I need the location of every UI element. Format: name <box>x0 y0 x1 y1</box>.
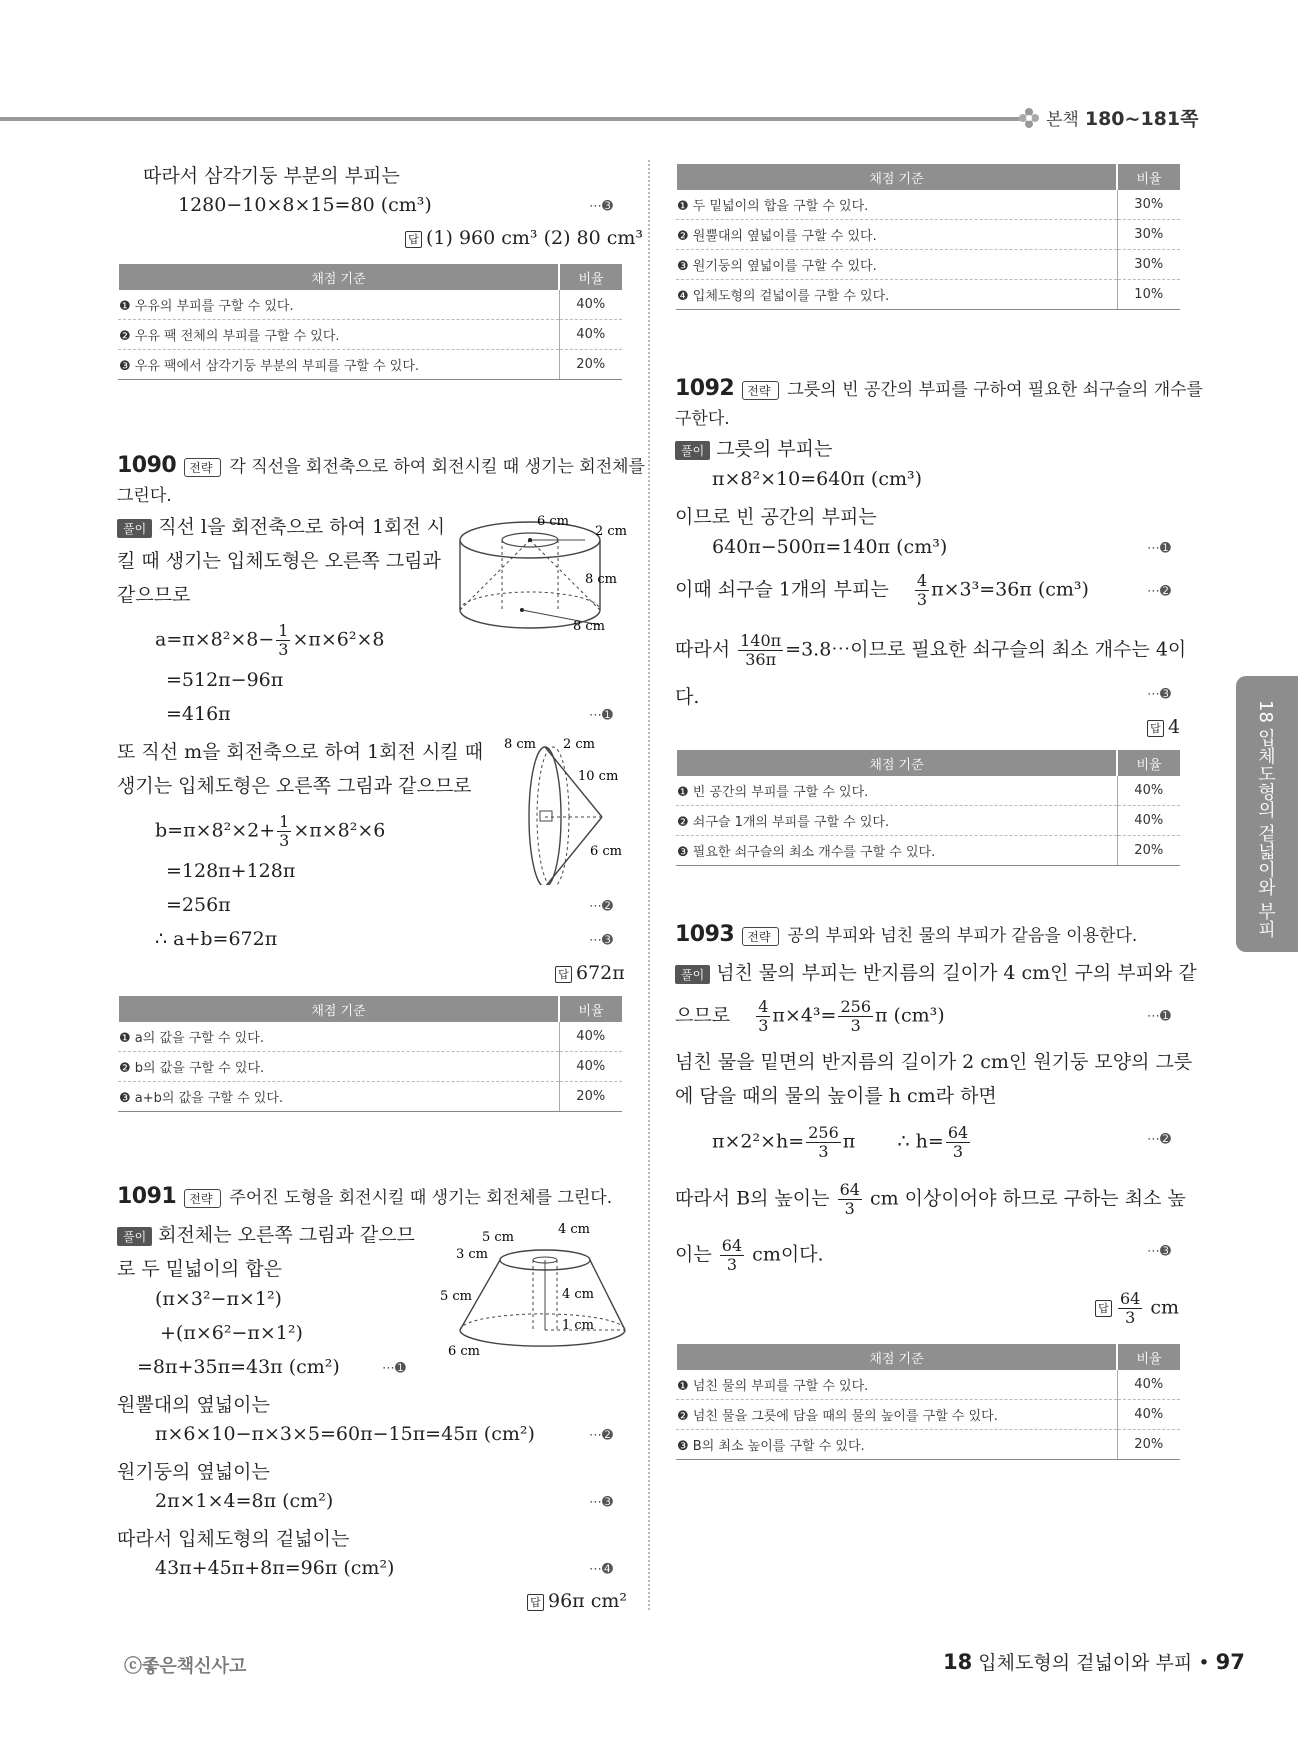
solution-text: 으므로 <box>675 1004 731 1027</box>
answer-mark-icon: 답 <box>1095 1300 1112 1317</box>
scoring-table-1093 <box>675 1344 1180 1460</box>
fraction <box>946 1124 970 1161</box>
ratio: 20% <box>559 350 622 380</box>
equation-b <box>155 813 385 850</box>
answer-mark-icon: 답 <box>527 1594 544 1611</box>
ratio: 30% <box>1117 190 1180 220</box>
ratio: 40% <box>559 1022 622 1052</box>
solution-line <box>117 1220 415 1247</box>
ratio: 20% <box>1117 1430 1180 1460</box>
numerator: 140π <box>740 631 782 650</box>
answer-1089 <box>405 227 643 249</box>
criterion: ❷ 우유 팩 전체의 부피를 구할 수 있다. <box>118 320 559 350</box>
solution-line <box>675 1181 1186 1218</box>
equation-line: 640π−500π=140π (cm³) <box>712 536 948 558</box>
fraction <box>1118 1290 1142 1327</box>
criterion: ❶ 두 밑넓이의 합을 구할 수 있다. <box>676 190 1117 220</box>
figure-cone-disc <box>500 735 630 885</box>
solution-line: 킬 때 생기는 입체도형은 오른쪽 그림과 <box>117 550 441 572</box>
criterion: ❹ 입체도형의 겉넓이를 구할 수 있다. <box>676 280 1117 310</box>
flower-icon <box>1018 107 1040 129</box>
answer-mark-icon: 답 <box>555 966 572 983</box>
problem-1092-heading <box>675 375 1203 401</box>
strategy-text: 주어진 도형을 회전시킬 때 생기는 회전체를 그린다. <box>229 1188 613 1208</box>
answer-mark-icon: 답 <box>405 231 422 248</box>
fig-label: 8 cm <box>504 737 537 752</box>
ratio-header: 비율 <box>1117 750 1180 776</box>
equation-line: =512π−96π <box>166 669 284 691</box>
footer-chapter-title: 입체도형의 겉넓이와 부피 <box>978 1652 1193 1674</box>
step-ref: ⋯➋ <box>1147 1132 1171 1147</box>
fraction <box>838 998 873 1035</box>
denominator: 3 <box>818 1142 829 1161</box>
footer-chapter-num: 18 <box>943 1650 973 1674</box>
solution-line <box>675 998 945 1035</box>
solution-line: 원기둥의 옆넓이는 <box>117 1461 270 1483</box>
answer-1091 <box>527 1590 627 1612</box>
problem-number: 1090 <box>117 453 177 478</box>
strategy-text: 그릇의 빈 공간의 부피를 구하여 필요한 쇠구슬의 개수를 <box>787 380 1203 400</box>
numerator: 4 <box>758 997 769 1016</box>
figure-frustum <box>440 1218 630 1358</box>
ratio: 40% <box>1117 1370 1180 1400</box>
answer-text: cm <box>1150 1296 1180 1319</box>
criterion: ❷ b의 값을 구할 수 있다. <box>118 1052 559 1082</box>
equation-line: =128π+128π <box>166 860 296 882</box>
eq-part: a=π×8²×8− <box>155 628 275 651</box>
numerator: 4 <box>916 571 928 590</box>
page-number: 97 <box>1215 1650 1245 1674</box>
strategy-continued: 구한다. <box>675 409 730 429</box>
numerator: 1 <box>279 812 290 831</box>
chapter-side-tab-label: 18 입체도형의 겉넓이와 부피 <box>1255 700 1276 939</box>
eq-part: π×3³=36π (cm³) <box>931 578 1089 601</box>
fig-label: 1 cm <box>562 1318 595 1333</box>
answer-1092 <box>1147 716 1180 738</box>
scoring-header: 채점 기준 <box>676 164 1117 190</box>
criterion: ❸ 우유 팩에서 삼각기둥 부분의 부피를 구할 수 있다. <box>118 350 559 380</box>
fraction <box>838 1181 862 1218</box>
equation-line: =8π+35π=43π (cm²) <box>137 1356 340 1378</box>
numerator: 64 <box>1120 1289 1141 1308</box>
solution-line <box>117 512 445 539</box>
equation-line: 2π×1×4=8π (cm²) <box>155 1490 334 1512</box>
scoring-table-1089 <box>117 264 622 380</box>
fig-label: 8 cm <box>573 619 606 634</box>
eq-part: π×2²×h= <box>712 1130 805 1153</box>
criterion: ❸ 원기둥의 옆넓이를 구할 수 있다. <box>676 250 1117 280</box>
solution-tag: 풀이 <box>675 441 710 460</box>
answer-mark-icon: 답 <box>1147 720 1164 737</box>
footer-separator: • <box>1198 1652 1210 1674</box>
solution-line <box>675 572 1089 609</box>
solution-text: 넘친 물의 부피는 반지름의 길이가 4 cm인 구의 부피와 같 <box>716 962 1197 984</box>
strategy-text: 각 직선을 회전축으로 하여 회전시킬 때 생기는 회전체를 <box>229 457 645 477</box>
equation-line: (π×3²−π×1²) <box>155 1288 282 1310</box>
fraction <box>806 1124 841 1161</box>
fraction <box>276 622 290 659</box>
solution-text: 따라서 <box>675 638 731 661</box>
strategy-tag: 전략 <box>184 458 221 477</box>
equation-line: 43π+45π+8π=96π (cm²) <box>155 1557 395 1579</box>
denominator: 3 <box>758 1016 769 1035</box>
eq-part: b=π×8²×2+ <box>155 819 276 842</box>
criterion: ❶ 빈 공간의 부피를 구할 수 있다. <box>676 776 1117 806</box>
scoring-table-1090 <box>117 996 622 1112</box>
denominator: 3 <box>1125 1308 1136 1327</box>
fig-label: 6 cm <box>590 844 623 859</box>
criterion: ❷ 원뿔대의 옆넓이를 구할 수 있다. <box>676 220 1117 250</box>
ratio: 20% <box>1117 836 1180 866</box>
criterion: ❸ a+b의 값을 구할 수 있다. <box>118 1082 559 1112</box>
numerator: 64 <box>721 1236 743 1255</box>
answer-text: (1) 960 cm³ (2) 80 cm³ <box>426 227 644 249</box>
step-ref: ⋯➌ <box>589 933 613 948</box>
step-ref: ⋯➋ <box>1147 584 1171 599</box>
left-line-1: 따라서 삼각기둥 부분의 부피는 <box>143 165 400 187</box>
solution-text: =3.8⋯이므로 필요한 쇠구슬의 최소 개수는 4이 <box>785 638 1187 661</box>
denominator: 3 <box>278 640 289 659</box>
fraction <box>277 813 291 850</box>
figure-hollow-cylinder <box>455 510 635 640</box>
header-rule <box>0 117 1020 121</box>
ratio: 40% <box>559 320 622 350</box>
ratio: 20% <box>559 1082 622 1112</box>
eq-part: ∴ h= <box>897 1130 944 1153</box>
strategy-text: 공의 부피와 넘친 물의 부피가 같음을 이용한다. <box>787 926 1138 946</box>
criterion: ❷ 쇠구슬 1개의 부피를 구할 수 있다. <box>676 806 1117 836</box>
fig-label: 5 cm <box>440 1289 473 1304</box>
denominator: 3 <box>850 1016 861 1035</box>
ratio: 10% <box>1117 280 1180 310</box>
step-ref: ⋯➌ <box>589 1495 613 1510</box>
numerator: 64 <box>947 1123 969 1142</box>
numerator: 64 <box>839 1180 860 1199</box>
solution-tag: 풀이 <box>675 965 710 984</box>
problem-1093-heading <box>675 921 1137 947</box>
solution-text: cm 이상이어야 하므로 구하는 최소 높 <box>869 1187 1186 1210</box>
criterion: ❸ B의 최소 높이를 구할 수 있다. <box>676 1430 1117 1460</box>
solution-line: 따라서 입체도형의 겉넓이는 <box>117 1528 350 1550</box>
solution-line <box>675 632 1186 669</box>
page-reference <box>1018 104 1198 131</box>
eq-part: π×4³= <box>772 1004 837 1027</box>
numerator: 1 <box>278 621 289 640</box>
step-ref: ⋯➊ <box>382 1361 406 1376</box>
criterion: ❶ 우유의 부피를 구할 수 있다. <box>118 290 559 320</box>
ratio: 40% <box>1117 806 1180 836</box>
scoring-header: 채점 기준 <box>118 264 559 290</box>
answer-1090 <box>555 962 625 984</box>
scoring-table-1091 <box>675 164 1180 310</box>
problem-1091-heading <box>117 1183 612 1209</box>
criterion: ❸ 필요한 쇠구슬의 최소 개수를 구할 수 있다. <box>676 836 1117 866</box>
fig-label: 4 cm <box>562 1287 595 1302</box>
eq-part: π <box>842 1130 856 1153</box>
solution-line: 에 담을 때의 물의 높이를 h cm라 하면 <box>675 1085 997 1107</box>
ratio: 30% <box>1117 220 1180 250</box>
fig-label: 3 cm <box>456 1247 489 1262</box>
equation-line <box>712 1124 972 1161</box>
step-ref: ⋯➋ <box>589 899 613 914</box>
ratio: 40% <box>1117 1400 1180 1430</box>
solution-line <box>675 958 1197 985</box>
fig-label: 10 cm <box>578 769 619 784</box>
problem-number: 1092 <box>675 376 735 401</box>
fig-label: 2 cm <box>595 524 628 539</box>
fraction <box>756 998 770 1035</box>
eq-part: ×π×8²×6 <box>293 819 386 842</box>
step-ref: ⋯➊ <box>1147 541 1171 556</box>
problem-1090-heading <box>117 452 645 478</box>
ratio: 40% <box>1117 776 1180 806</box>
numerator: 256 <box>808 1123 839 1142</box>
step-ref: ⋯➊ <box>589 708 613 723</box>
step-ref: ⋯➋ <box>589 1428 613 1443</box>
answer-text: 672π <box>576 962 625 984</box>
solution-line: 원뿔대의 옆넓이는 <box>117 1394 270 1416</box>
denominator: 3 <box>916 590 928 609</box>
strategy-tag: 전략 <box>184 1189 221 1208</box>
fig-label: 6 cm <box>448 1344 481 1358</box>
ratio: 40% <box>559 1052 622 1082</box>
step-ref: ⋯➊ <box>1147 1009 1171 1024</box>
step-ref: ⋯➌ <box>1147 1244 1171 1259</box>
eq-part: ×π×6²×8 <box>292 628 385 651</box>
answer-text: 4 <box>1168 716 1181 738</box>
strategy-tag: 전략 <box>742 381 779 400</box>
publisher-logo: ⓒ좋은책신사고 <box>124 1656 247 1677</box>
fig-label: 6 cm <box>537 514 570 529</box>
step-ref: ⋯➍ <box>589 1562 613 1577</box>
book-ref-pages: 180~181쪽 <box>1084 108 1199 130</box>
fig-label: 8 cm <box>585 572 618 587</box>
solution-line <box>675 1237 824 1274</box>
denominator: 3 <box>279 831 290 850</box>
denominator: 36π <box>745 650 777 669</box>
solution-text: 이는 <box>675 1243 712 1266</box>
fraction <box>915 572 929 609</box>
answer-1093 <box>1095 1290 1179 1327</box>
ratio: 30% <box>1117 250 1180 280</box>
ratio: 40% <box>559 290 622 320</box>
criterion: ❷ 넘친 물을 그릇에 담을 때의 물의 높이를 구할 수 있다. <box>676 1400 1117 1430</box>
equation-line: π×8²×10=640π (cm³) <box>712 468 923 490</box>
solution-text: 직선 l을 회전축으로 하여 1회전 시 <box>158 516 446 538</box>
strategy-tag: 전략 <box>742 927 779 946</box>
ratio-header: 비율 <box>1117 164 1180 190</box>
solution-line: 같으므로 <box>117 584 191 606</box>
left-eq-triangle: 1280−10×8×15=80 (cm³) <box>178 194 432 216</box>
ratio-header: 비율 <box>559 264 622 290</box>
solution-line <box>675 434 832 461</box>
solution-line: 넘친 물을 밑면의 반지름의 길이가 2 cm인 원기둥 모양의 그릇 <box>675 1051 1193 1073</box>
equation-line: π×6×10−π×3×5=60π−15π=45π (cm²) <box>155 1423 535 1445</box>
step-ref: ⋯➌ <box>589 199 613 214</box>
equation-line: +(π×6²−π×1²) <box>160 1322 303 1344</box>
fig-label: 5 cm <box>482 1230 515 1245</box>
solution-line: 또 직선 m을 회전축으로 하여 1회전 시킬 때 <box>117 741 484 763</box>
ratio-header: 비율 <box>1117 1344 1180 1370</box>
problem-number: 1093 <box>675 922 735 947</box>
criterion: ❶ 넘친 물의 부피를 구할 수 있다. <box>676 1370 1117 1400</box>
solution-line: 다. <box>675 686 700 708</box>
eq-part: π (cm³) <box>875 1004 945 1027</box>
solution-text: 회전체는 오른쪽 그림과 같으므 <box>158 1224 415 1246</box>
column-divider <box>648 160 650 1610</box>
equation-line: =416π <box>166 703 231 725</box>
equation-line: ∴ a+b=672π <box>155 928 278 950</box>
solution-text: cm이다. <box>752 1243 824 1266</box>
scoring-header: 채점 기준 <box>676 750 1117 776</box>
scoring-header: 채점 기준 <box>676 1344 1117 1370</box>
equation-a <box>155 622 385 659</box>
strategy-continued: 그린다. <box>117 486 172 506</box>
step-ref: ⋯➌ <box>1147 687 1171 702</box>
solution-tag: 풀이 <box>117 1227 152 1246</box>
solution-line: 생기는 입체도형은 오른쪽 그림과 같으므로 <box>117 775 472 797</box>
denominator: 3 <box>726 1255 738 1274</box>
solution-line: 로 두 밑넓이의 합은 <box>117 1258 282 1280</box>
solution-text: 따라서 B의 높이는 <box>675 1187 830 1210</box>
numerator: 256 <box>840 997 872 1016</box>
scoring-table-1092 <box>675 750 1180 866</box>
fig-label: 4 cm <box>558 1222 591 1237</box>
equation-line: =256π <box>166 894 231 916</box>
fig-label: 2 cm <box>563 737 596 752</box>
scoring-header: 채점 기준 <box>118 996 559 1022</box>
footer-chapter <box>943 1648 1245 1675</box>
book-ref-label: 본책 <box>1046 110 1079 130</box>
solution-text: 이때 쇠구슬 1개의 부피는 <box>675 578 889 601</box>
ratio-header: 비율 <box>559 996 622 1022</box>
fraction <box>720 1237 744 1274</box>
denominator: 3 <box>952 1142 964 1161</box>
answer-text: 96π cm² <box>548 1590 627 1612</box>
fraction <box>738 632 783 669</box>
solution-tag: 풀이 <box>117 519 152 538</box>
denominator: 3 <box>844 1199 855 1218</box>
solution-line: 이므로 빈 공간의 부피는 <box>675 506 877 528</box>
problem-number: 1091 <box>117 1184 177 1209</box>
criterion: ❶ a의 값을 구할 수 있다. <box>118 1022 559 1052</box>
solution-text: 그릇의 부피는 <box>716 438 833 460</box>
